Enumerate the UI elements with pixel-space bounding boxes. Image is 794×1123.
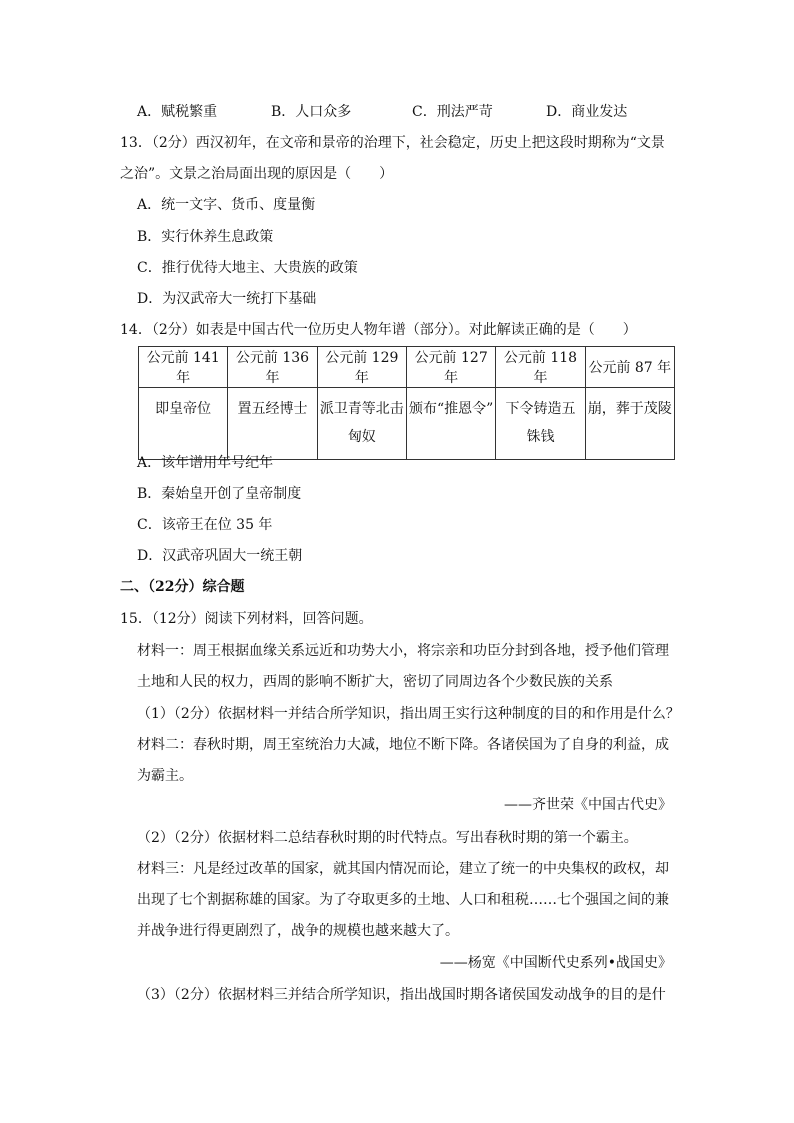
- q12-option-c: C．刑法严苛: [412, 104, 493, 120]
- material-2-line2: 为霸主。: [137, 768, 193, 784]
- material-3-source: ——杨宽《中国断代史系列•战国史》: [439, 955, 672, 971]
- table-cell-year: 公元前 118 年: [496, 347, 585, 388]
- q13-stem-line2: 之治”。文景之治局面出现的原因是（ ）: [120, 166, 394, 182]
- table-cell-year: 公元前 141 年: [139, 347, 228, 388]
- chronology-table: [138, 346, 675, 460]
- table-cell-year: 公元前 127 年: [406, 347, 495, 388]
- material-3-line2: 出现了七个割据称雄的国家。为了夺取更多的土地、人口和租税……七个强国之间的兼: [137, 892, 669, 908]
- q12-option-b: B．人口众多: [271, 104, 352, 120]
- q12-option-d: D．商业发达: [546, 104, 628, 120]
- q14-option-a: A．该年谱用年号纪年: [137, 455, 274, 471]
- sub-question-1: （1）（2分）依据材料一并结合所学知识，指出周王实行这种制度的目的和作用是什么？: [137, 706, 680, 722]
- q14-option-d: D．汉武帝巩固大一统王朝: [137, 548, 303, 564]
- material-1-line1: 材料一：周王根据血缘关系远近和功势大小，将宗亲和功臣分封到各地，授予他们管理: [137, 643, 669, 659]
- table-cell-event: [228, 388, 317, 460]
- q13-option-b: B．实行休养生息政策: [137, 229, 274, 245]
- event-text: 崩，葬于茂陵: [587, 401, 672, 417]
- event-text: 颁布“推恩令”: [408, 401, 494, 417]
- table-cell-event: [139, 388, 228, 460]
- event-text: 下令铸造五: [505, 401, 576, 417]
- material-2-line1: 材料二：春秋时期，周王室统治力大减，地位不断下降。各诸侯国为了自身的利益，成: [137, 737, 669, 753]
- q13-option-a: A．统一文字、货币、度量衡: [137, 197, 316, 213]
- event-text: 置五经博士: [237, 401, 308, 417]
- material-1-line2: 土地和人民的权力，西周的影响不断扩大，密切了同周边各个少数民族的关系: [137, 674, 613, 690]
- sub-question-2: （2）（2分）依据材料二总结春秋时期的时代特点。写出春秋时期的第一个霸主。: [137, 830, 638, 846]
- material-3-line3: 并战争进行得更剧烈了，战争的规模也越来越大了。: [137, 923, 459, 939]
- event-text: 匈奴: [347, 429, 376, 445]
- q14-option-b: B．秦始皇开创了皇帝制度: [137, 486, 302, 502]
- table-cell-event: [406, 388, 495, 460]
- material-3-line1: 材料三：凡是经过改革的国家，就其国内情况而论，建立了统一的中央集权的政权，却: [137, 861, 669, 877]
- q14-stem: 14．（2分）如表是中国古代一位历史人物年谱（部分）。对此解读正确的是（ ）: [120, 322, 637, 338]
- event-text: 派卫青等北击: [319, 401, 404, 417]
- table-event-row: [139, 388, 675, 460]
- table-header-row: [139, 347, 675, 388]
- q13-stem-line1: 13．（2分）西汉初年，在文帝和景帝的治理下，社会稳定，历史上把这段时期称为“文景: [120, 135, 665, 151]
- q12-option-a: A．赋税繁重: [137, 104, 218, 120]
- q15-stem: 15．（12分）阅读下列材料，回答问题。: [120, 611, 373, 627]
- event-text: 即皇帝位: [155, 401, 212, 417]
- q13-option-c: C．推行优待大地主、大贵族的政策: [137, 260, 358, 276]
- table-cell-year: 公元前 87 年: [585, 347, 674, 388]
- material-2-source: ——齐世荣《中国古代史》: [504, 797, 672, 813]
- table-cell-event: [585, 388, 674, 460]
- sub-question-3: （3）（2分）依据材料三并结合所学知识，指出战国时期各诸侯国发动战争的目的是什: [137, 987, 666, 1003]
- event-text: 铢钱: [526, 429, 555, 445]
- section-heading: 二、（22分）综合题: [120, 579, 245, 595]
- table-cell-event: [496, 388, 585, 460]
- table-cell-event: [317, 388, 406, 460]
- table-cell-year: 公元前 136 年: [228, 347, 317, 388]
- table-cell-year: 公元前 129 年: [317, 347, 406, 388]
- q13-option-d: D．为汉武帝大一统打下基础: [137, 291, 317, 307]
- q14-option-c: C．该帝王在位 35 年: [137, 517, 273, 533]
